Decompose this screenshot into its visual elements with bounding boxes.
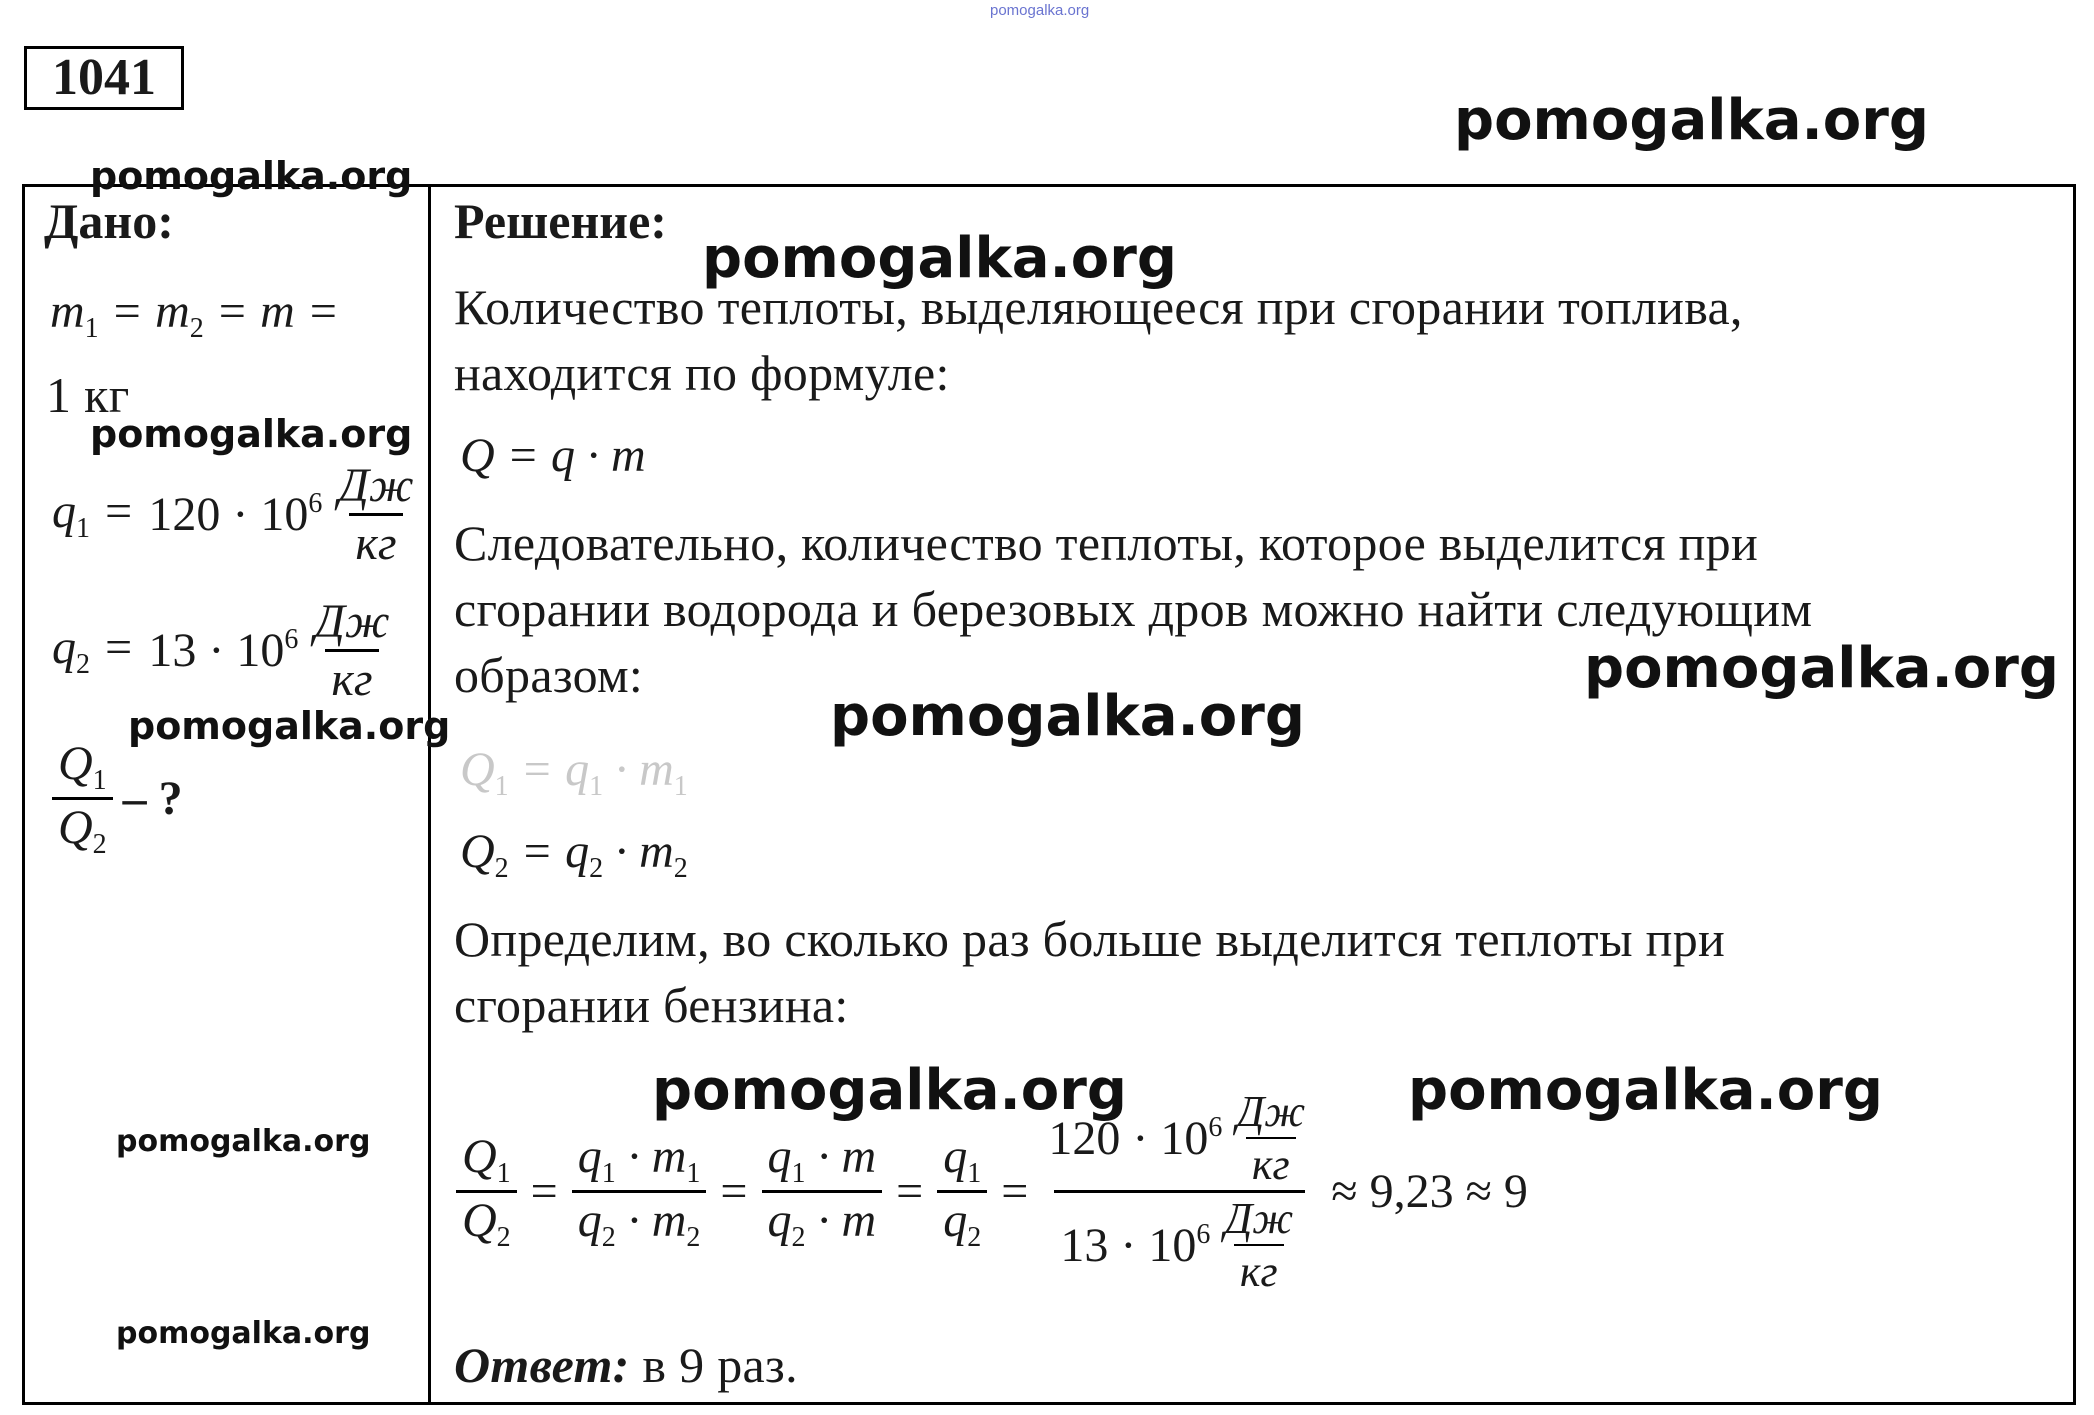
watermark: pomogalka.org: [652, 1058, 1127, 1123]
answer-text: в 9 раз.: [642, 1337, 798, 1393]
watermark: pomogalka.org: [90, 412, 413, 456]
solution-p2-line2: сгорании водорода и березовых дров можно найти следующим: [454, 581, 1813, 637]
given-mass-value: 1 кг: [46, 367, 130, 423]
find-question: – ?: [122, 772, 183, 825]
numeric-ratio: $120 \cdot 10^6$ $\frac{Дж}{кг}$ $13 \cdot 10^6$ $\frac{Дж}{кг}$: [1048, 1087, 1306, 1296]
equation-q2: $Q_2 = q_2 \cdot m_2$: [460, 825, 688, 884]
solution-p2-line1: Следовательно, количество теплоты, которое выделится при: [454, 515, 1759, 571]
watermark: pomogalka.org: [1584, 636, 2059, 701]
watermark: pomogalka.org: [1408, 1058, 1883, 1123]
problem-number: 1041: [24, 46, 184, 110]
q1-unit: $\frac{Дж}{кг}$: [338, 459, 414, 570]
watermark: pomogalka.org: [830, 684, 1305, 749]
final-result: ≈ 9,23 ≈ 9: [1331, 1165, 1528, 1218]
solution-p1-line1: Количество теплоты, выделяющееся при сгорании топлива,: [454, 279, 1743, 335]
answer-label: Ответ:: [454, 1337, 630, 1393]
solution-heading: Решение:: [454, 193, 667, 249]
ratio-computation: $\frac{Q_1}{Q_2}$ = $\frac{q_1 \cdot m_1}{q_2 \cdot m_2}$ = $\frac{q_1 \cdot m}{q_2 \cdot m}$ = $\frac{q_1}{q_2}$ = $120 \cdot 10^6$ $\frac{Дж}{кг}$ $13 \cdot 10^6$ $\frac{Дж}{кг}$ ≈ 9,23 ≈ 9: [456, 1086, 1528, 1297]
given-heading: Дано:: [44, 193, 174, 249]
find-ratio: $\frac{Q_1}{Q_2}$: [52, 736, 113, 861]
watermark: pomogalka.org: [116, 1316, 371, 1351]
equation-q1: $Q_1 = q_1 \cdot m_1$: [460, 743, 688, 802]
given-find: [52, 736, 183, 861]
solution-p3-line1: Определим, во сколько раз больше выделится теплоты при: [454, 911, 1726, 967]
given-mass-formula: $m_1 = m_2 = m$ =: [50, 285, 340, 344]
q2-unit: $\frac{Дж}{кг}$: [314, 595, 390, 706]
solution-p3-line2: сгорании бензина:: [454, 977, 849, 1033]
q1-value: 120 · 10: [148, 488, 309, 541]
formula-main: Q = q · m: [460, 429, 646, 482]
answer-line: [454, 1336, 798, 1394]
solution-p1-line2: находится по формуле:: [454, 345, 950, 401]
column-divider: [428, 184, 431, 1405]
watermark: pomogalka.org: [1454, 88, 1929, 153]
watermark: pomogalka.org: [702, 226, 1177, 291]
watermark: pomogalka.org: [128, 704, 451, 748]
watermark: pomogalka.org: [116, 1124, 371, 1159]
solution-p2-line3: образом:: [454, 647, 644, 703]
q2-value: 13 · 10: [148, 624, 285, 677]
given-q2: $q_2$ = $13 \cdot 10^6$ $\frac{Дж}{кг}$: [52, 594, 396, 707]
top-site-label: pomogalka.org: [990, 2, 1090, 19]
watermark: pomogalka.org: [90, 154, 413, 198]
given-q1: $q_1$ = $120 \cdot 10^6$ $\frac{Дж}{кг}$: [52, 458, 420, 571]
